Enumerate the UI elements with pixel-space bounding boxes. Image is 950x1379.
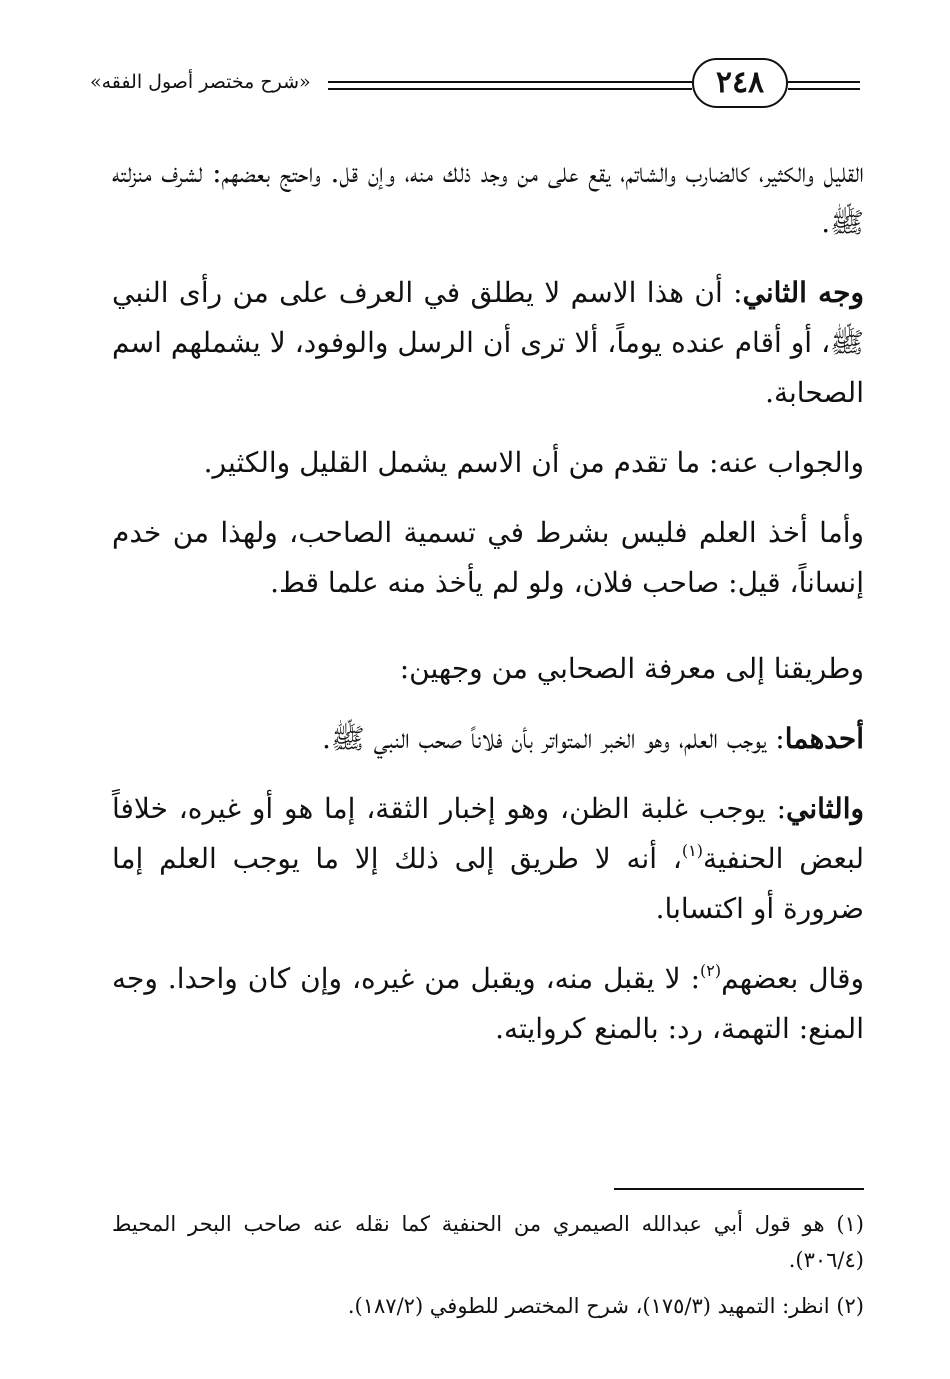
paragraph: وجه الثاني: أن هذا الاسم لا يطلق في العرف على من رأى النبي ﷺ، أو أقام عنده يوماً، ألا ترى أن الرسل والوفود، لا يشملهم اسم الصحابة. <box>112 276 864 409</box>
footnote-reference[interactable]: (١) <box>681 840 703 860</box>
paragraph: والثاني: يوجب غلبة الظن، وهو إخبار الثقة، إما هو أو غيره، خلافاً لبعض الحنفية$^{(١)}$، أنه لا طريق إلى ذلك إلا ما يوجب العلم إما ضرورة أو اكتسابا. <box>112 792 864 925</box>
paragraph: والجواب عنه: ما تقدم من أن الاسم يشمل القليل والكثير. <box>203 446 864 479</box>
page-number: ٢٤٨ <box>715 65 765 100</box>
header-rule <box>328 81 692 83</box>
paragraph-term: أحدهما <box>784 722 864 755</box>
paragraph: وأما أخذ العلم فليس بشرط في تسمية الصاحب، ولهذا من خدم إنساناً، قيل: صاحب فلان، ولو لم يأخذ منه علما قط. <box>112 516 864 599</box>
page-number-frame <box>692 58 788 108</box>
paragraph-term: وجه الثاني <box>742 276 864 309</box>
footnote: (١) هو قول أبي عبدالله الصيمري من الحنفية كما نقله عنه صاحب البحر المحيط (٣٠٦/٤). <box>112 1212 864 1272</box>
footnote-reference[interactable]: (٢) <box>700 960 722 980</box>
footnote: (٢) انظر: التمهيد (١٧٥/٣)، شرح المختصر للطوفي (١٨٧/٢). <box>347 1294 864 1318</box>
header-rule <box>788 81 860 83</box>
header-rule <box>328 88 692 90</box>
paragraph: وقال بعضهم$^{(٢)}$: لا يقبل منه، ويقبل من غيره، وإن كان واحدا. وجه المنع: التهمة، رد: بالمنع كروايته. <box>112 960 864 1045</box>
running-header <box>90 52 860 112</box>
paragraph: القليل والكثير، كالضارب والشاتم، يقع على من وجد ذلك منه، وإن قل. واحتج بعضهم: لشرف منزلته ﷺ. <box>112 156 864 239</box>
header-rule <box>788 88 860 90</box>
book-title: «شرح مختصر أصول الفقه» <box>90 71 311 93</box>
paragraph-term: والثاني <box>786 792 864 825</box>
body-text <box>112 148 864 1074</box>
footnotes <box>112 1206 864 1334</box>
paragraph: أحدهما: يوجب العلم، وهو الخبر المتواتر بأن فلاناً صحب النبي ﷺ. <box>322 722 864 755</box>
footnote-separator <box>614 1188 864 1190</box>
paragraph: وطريقنا إلى معرفة الصحابي من وجهين: <box>399 652 864 685</box>
